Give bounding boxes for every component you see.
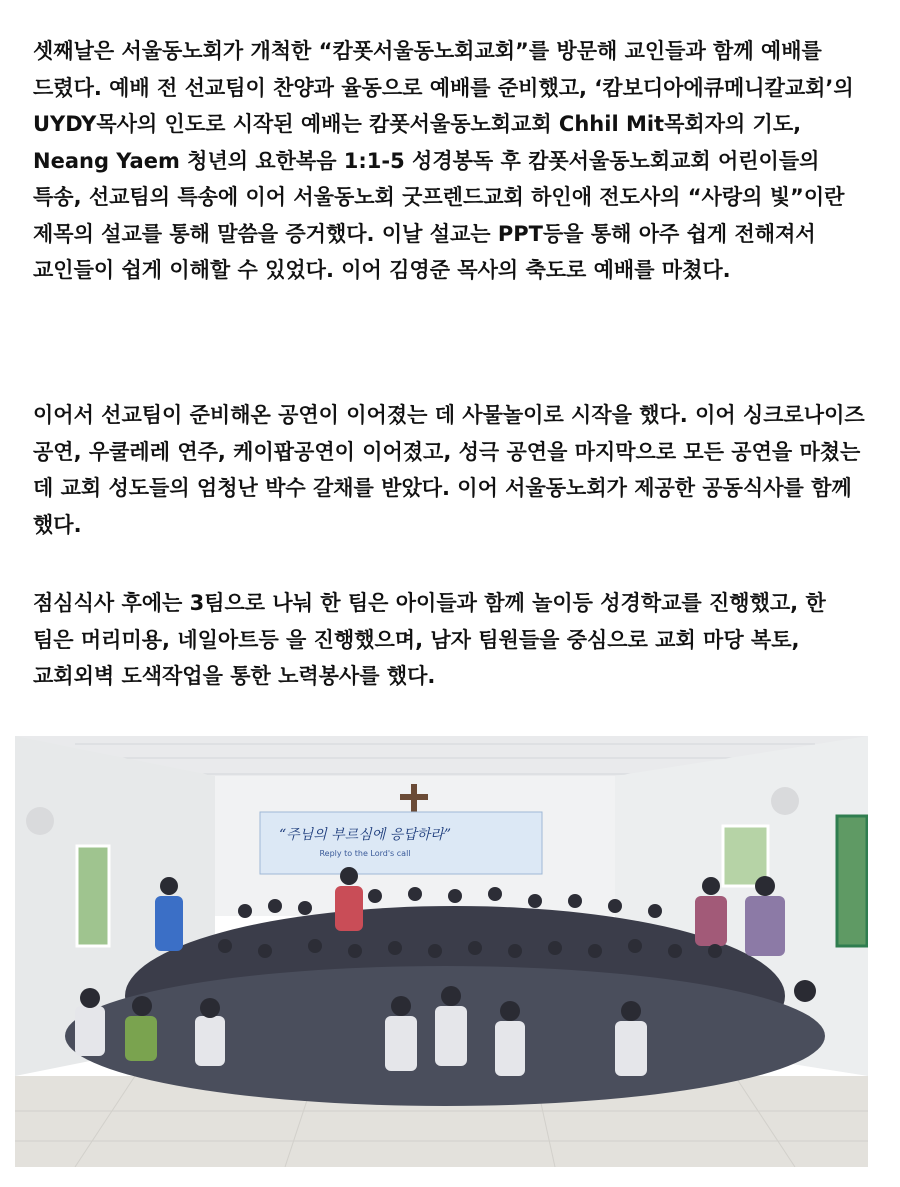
article-paragraph-3: 점심식사 후에는 3팀으로 나눠 한 팀은 아이들과 함께 놀이등 성경학교를 진행했고, 한 팀은 머리미용, 네일아트등 을 진행했으며, 남자 팀원들을 중심으로 교회 마당 복토, 교회외벽 도색작업을 통한 노력봉사를 했다. [33, 591, 826, 688]
article-paragraph-2: 이어서 선교팀이 준비해온 공연이 이어졌는 데 사물놀이로 시작을 했다. 이어 싱크로나이즈 공연, 우쿨레레 연주, 케이팝공연이 이어졌고, 성극 공연을 마지막으로 모든 공연을 마쳤는 데 교회 성도들의 엄청난 박수 갈채를 받았다. 이어 서울동노회가 제공한 공동식사를 함께 했다. [33, 403, 865, 537]
banner-main-text: “주님의 부르심에 응답하라” [279, 827, 451, 843]
banner-sub-text: Reply to the Lord's call [319, 849, 411, 858]
group-photo [15, 736, 868, 1167]
article-paragraph-1: 셋째날은 서울동노회가 개척한 “캄폿서울동노회교회”를 방문해 교인들과 함께 예배를 드렸다. 예배 전 선교팀이 찬양과 율동으로 예배를 준비했고, ‘캄보디아에큐메니칼교회’의 UYDY목사의 인도로 시작된 예배는 캄폿서울동노회교회 Chhil Mit목회자의 기도, Neang Yaem 청년의 요한복음 1:1-5 성경봉독 후 캄폿서울동노회교회 어린이들의 특송, 선교팀의 특송에 이어 서울동노회 굿프렌드교회 하인애 전도사의 “사랑의 빛”이란 제목의 설교를 통해 말씀을 증거했다. 이날 설교는 PPT등을 통해 아주 쉽게 전해져서 교인들이 쉽게 이해할 수 있었다. 이어 김영준 목사의 축도로 예배를 마쳤다. [33, 39, 854, 282]
